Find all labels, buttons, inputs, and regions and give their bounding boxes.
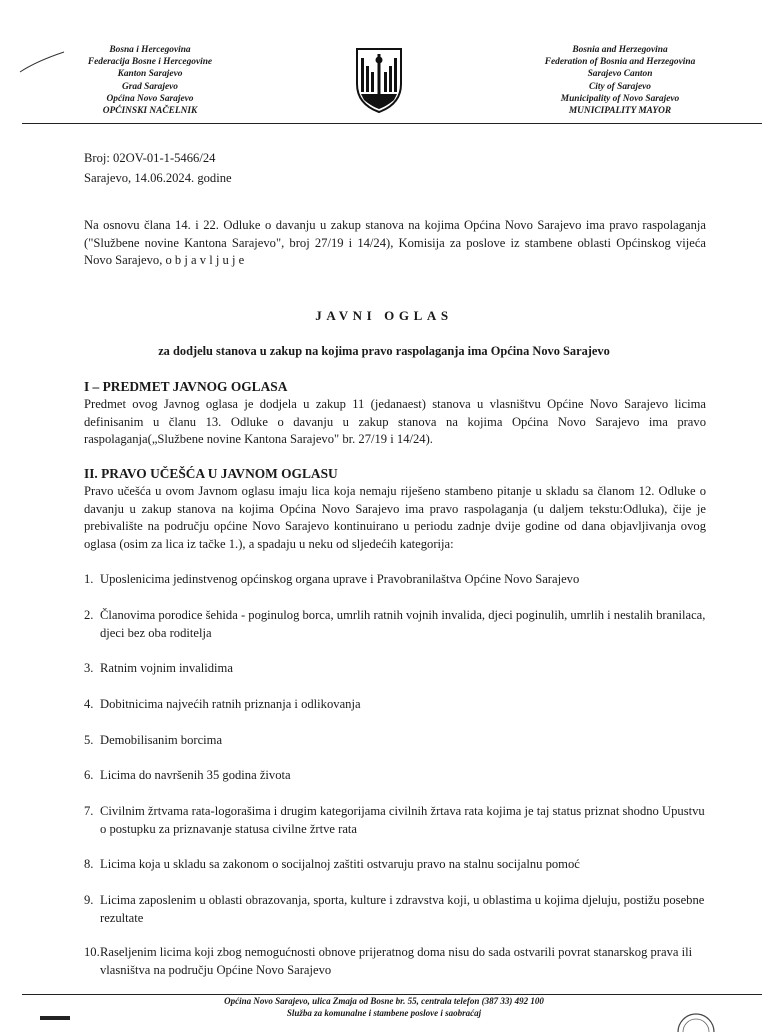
header-left-line: Grad Sarajevo [122, 81, 178, 92]
list-item-number: 6. [84, 768, 94, 782]
header-right-line: Sarajevo Canton [587, 69, 653, 80]
header-left-line: Općina Novo Sarajevo [106, 93, 194, 104]
list-item-number: 10. [84, 945, 100, 959]
section-1-body: Predmet ovog Javnog oglasa je dodjela u zakup 11 (jedanaest) stanova u vlasništvu Općine Novo Sarajevo licima definisanim u članu 13. Odluke o davanju u zakup stanova na kojima Općina Novo Sarajevo ima pravo raspolaganja(„Službene novine Kantona Sarajevo" br. 27/19 i 14/24). [84, 397, 706, 447]
section-2-body: Pravo učešća u ovom Javnom oglasu imaju lica koja nemaju riješeno stambeno pitanje u skladu sa članom 12. Odluke o davanju u zakup stanova na kojima Općina Novo Sarajevo ima pravo raspolaganja (u daljem tekstu:Odluka), čije je prebivalište na području općine Novo Sarajevo kontinuirano u periodu zadnje dvije godine od dana objavljivanja ovog oglasa (osim za lica iz tačke 1.), a spadaju u neku od sljedećih kategorija: [84, 484, 706, 551]
document-title: JAVNI OGLAS [315, 308, 453, 323]
header-right-line: MUNICIPALITY MAYOR [568, 106, 672, 117]
header-right-line: Bosnia and Herzegovina [572, 45, 668, 55]
reference-number: Broj: 02OV-01-1-5466/24 [84, 151, 216, 165]
list-item [84, 696, 706, 714]
list-item [84, 660, 706, 678]
list-item-text: Raseljenim licima koji zbog nemogućnosti obnove prijeratnog doma nisu do sada ostvarili povrat stanarskog prava ili vlasništva na području Općine Novo Sarajevo [100, 945, 693, 977]
section-2-heading: II. PRAVO UČEŠĆA U JAVNOM OGLASU [84, 466, 338, 481]
list-item-text: Licima zaposlenim u oblasti obrazovanja, sporta, kulture i zdravstva koji, u oblastima u kojima djeluju, postižu posebne rezultate [100, 893, 705, 925]
header-divider [22, 123, 762, 124]
list-item-number: 9. [84, 893, 94, 907]
header-left-line: OPĆINSKI NAČELNIK [102, 106, 198, 117]
municipality-coat-of-arms-icon [354, 46, 404, 114]
footer-address: Općina Novo Sarajevo, ulica Zmaja od Bosne br. 55, centrala telefon (387 33) 492 100 [224, 996, 544, 1006]
list-item-number: 1. [84, 572, 94, 586]
list-item-number: 7. [84, 804, 94, 818]
stamp-icon [676, 1012, 716, 1032]
list-item [84, 571, 706, 589]
header-right-institution [490, 44, 750, 117]
header-left-line: Federacija Bosne i Hercegovine [87, 57, 213, 68]
list-item-number: 5. [84, 733, 94, 747]
list-item [84, 607, 706, 642]
footer-service: Služba za komunalne i stambene poslove i saobraćaj [286, 1008, 482, 1018]
list-item-text: Ratnim vojnim invalidima [100, 661, 233, 675]
place-date: Sarajevo, 14.06.2024. godine [84, 171, 232, 185]
list-item-text: Civilnim žrtvama rata-logorašima i drugim kategorijama civilnih žrtava rata kojima je taj status priznat shodno Upustvu o postupku za priznavanje statusa civilne žrtve rata [100, 804, 705, 836]
header-left-line: Bosna i Hercegovina [109, 45, 191, 55]
list-item [84, 767, 706, 785]
list-item-number: 8. [84, 857, 94, 871]
list-item-number: 2. [84, 608, 94, 622]
list-item [84, 856, 706, 874]
header-left-line: Kanton Sarajevo [117, 69, 183, 80]
list-item [84, 892, 706, 927]
scan-mark [40, 1016, 70, 1020]
header-right-line: City of Sarajevo [589, 81, 651, 92]
list-item-text: Licima koja u skladu sa zakonom o socijalnoj zaštiti ostvaruju pravo na stalnu socijalnu pomoć [100, 857, 580, 871]
list-item-text: Demobilisanim borcima [100, 733, 223, 747]
list-item-number: 4. [84, 697, 94, 711]
section-1-heading: I – PREDMET JAVNOG OGLASA [84, 379, 288, 394]
list-item-text: Uposlenicima jedinstvenog općinskog organa uprave i Pravobranilaštva Općine Novo Sarajevo [100, 572, 580, 586]
header-right-line: Federation of Bosnia and Herzegovina [544, 57, 696, 68]
list-item [84, 944, 706, 979]
document-subtitle: za dodjelu stanova u zakup na kojima pravo raspolaganja ima Općina Novo Sarajevo [158, 344, 610, 358]
header-left-institution [20, 44, 280, 117]
list-item [84, 732, 706, 750]
list-item [84, 803, 706, 838]
footer-divider [22, 994, 762, 995]
header-right-line: Municipality of Novo Sarajevo [560, 93, 680, 104]
document-meta [84, 150, 706, 190]
list-item-text: Članovima porodice šehida - poginulog borca, umrlih ratnih vojnih invalida, djeci poginulih, umrlih i nestalih branilaca, djeci bez oba roditelja [100, 608, 706, 640]
list-item-text: Licima do navršenih 35 godina života [100, 768, 291, 782]
list-item-text: Dobitnicima najvećih ratnih priznanja i odlikovanja [100, 697, 361, 711]
list-item-number: 3. [84, 661, 94, 675]
intro-paragraph: Na osnovu člana 14. i 22. Odluke o davanju u zakup stanova na kojima Općina Novo Sarajevo ima pravo raspolaganja ("Službene novine Kantona Sarajevo", broj 27/19 i 14/24), Komisija za poslove iz stambene oblasti Općinskog vijeća Novo Sarajevo, o b j a v l j u j e [84, 218, 706, 268]
